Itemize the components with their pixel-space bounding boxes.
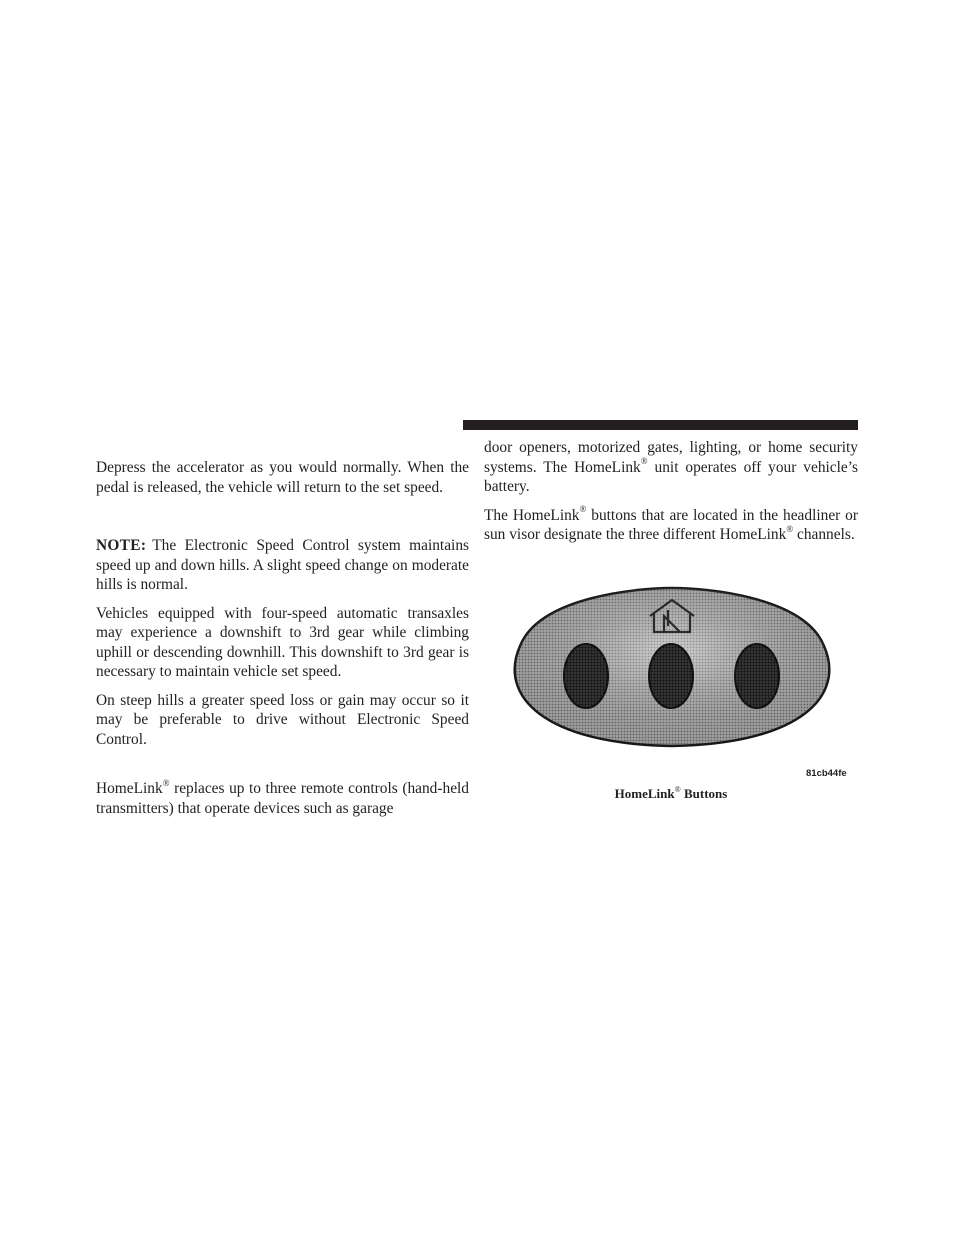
registered-mark: ®	[640, 456, 648, 467]
homelink-button-2	[649, 644, 693, 708]
section-header-rule	[463, 420, 858, 430]
note-text: The Electronic Speed Control system maintains speed up and down hills. A slight speed change on moderate hills is normal.	[96, 537, 469, 593]
text-fragment: buttons that are located in the headliner or sun visor designate the three different HomeLink	[484, 506, 858, 543]
paragraph-homelink-buttons	[484, 506, 858, 545]
paragraph-steep-hills: On steep hills a greater speed loss or gain may occur so it may be preferable to drive without Electronic Speed Control.	[96, 691, 469, 748]
homelink-intro-text: replaces up to three remote controls (hand-held transmitters) that operate devices such as garage	[96, 780, 469, 817]
paragraph-homelink-intro	[96, 779, 469, 818]
homelink-unit-illustration	[500, 586, 844, 754]
figure-code: 81cb44fe	[806, 768, 847, 779]
homelink-brand: HomeLink	[96, 780, 163, 797]
paragraph-accelerator: Depress the accelerator as you would normally. When the pedal is released, the vehicle will return to the set speed.	[96, 459, 469, 496]
homelink-button-1	[564, 644, 608, 708]
registered-mark: ®	[162, 777, 170, 788]
registered-mark: ®	[674, 784, 681, 794]
left-column	[96, 458, 469, 818]
homelink-buttons-figure	[500, 586, 844, 754]
paragraph-downshift: Vehicles equipped with four-speed automatic transaxles may experience a downshift to 3rd gear while climbing uphill or descending downhill. This downshift to 3rd gear is necessary to maintain vehicle set speed.	[96, 604, 469, 680]
text-fragment: channels.	[793, 526, 855, 543]
text-fragment: The HomeLink	[484, 506, 580, 524]
text-fragment: door openers, motorized gates, lighting, or home security systems. The HomeLink	[484, 439, 858, 476]
caption-text: Buttons	[680, 786, 728, 801]
registered-mark: ®	[579, 504, 587, 515]
caption-brand: HomeLink	[614, 786, 675, 801]
figure-caption	[484, 786, 858, 802]
paragraph-homelink-devices	[484, 438, 858, 497]
registered-mark: ®	[786, 523, 794, 534]
note-label: NOTE:	[96, 537, 147, 554]
right-column	[484, 438, 858, 545]
homelink-button-3	[735, 644, 779, 708]
text-fragment: unit operates off your vehicle’s battery.	[484, 458, 858, 495]
note-paragraph	[96, 536, 469, 595]
